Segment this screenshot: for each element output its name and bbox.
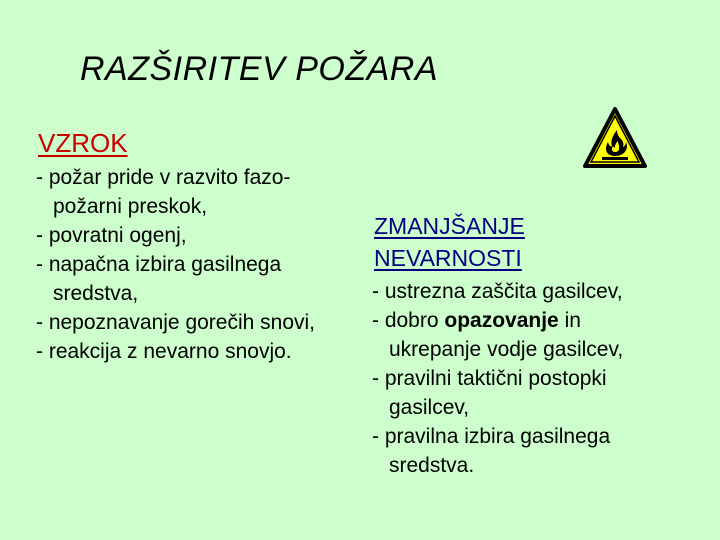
list-item: - požar pride v razvito fazo-požarni preskok, [36, 166, 291, 218]
flammable-warning-icon [582, 106, 648, 170]
list-item: - pravilna izbira gasilnega sredstva. [372, 425, 611, 477]
slide-title: RAZŠIRITEV POŽARA [80, 50, 438, 88]
list-item: - nepoznavanje gorečih snovi, [36, 311, 316, 334]
list-item: - napačna izbira gasilnega sredstva, [36, 253, 282, 305]
list-item: - pravilni taktični postopki gasilcev, [372, 367, 607, 419]
list-item [372, 306, 672, 364]
list-item-suffix: in ukrepanje vodje gasilcev, [389, 309, 624, 361]
list-item-prefix: - dobro [372, 309, 445, 332]
list-item: - ustrezna zaščita gasilcev, [372, 280, 623, 303]
cause-heading: VZROK [38, 128, 128, 158]
risk-reduction-heading: ZMANJŠANJE NEVARNOSTI [374, 213, 525, 271]
list-item: - reakcija z nevarno snovjo. [36, 340, 292, 363]
list-item: - povratni ogenj, [36, 224, 187, 247]
cause-list [36, 163, 346, 366]
list-item-emphasis: opazovanje [444, 309, 559, 332]
risk-reduction-list [372, 277, 672, 480]
